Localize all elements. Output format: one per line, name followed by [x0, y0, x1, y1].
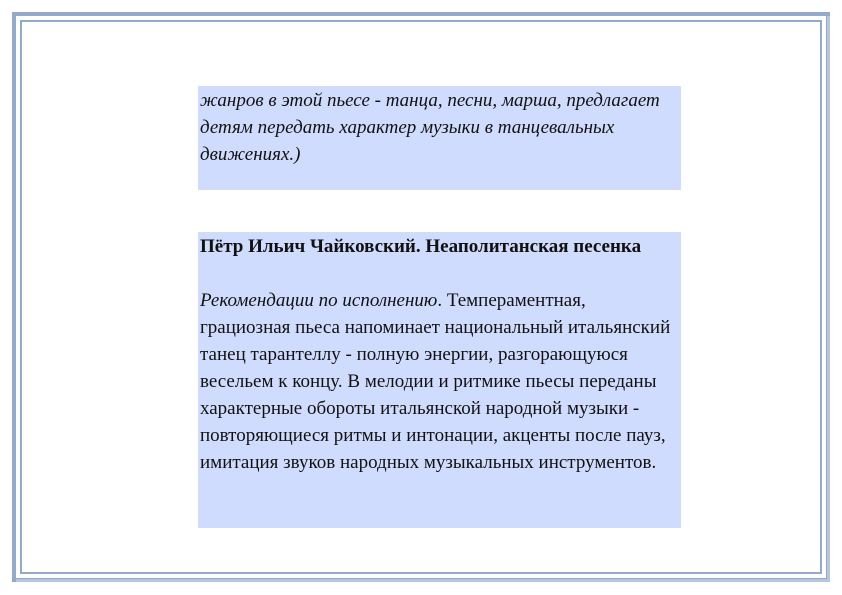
paragraph-gap: [200, 260, 679, 287]
recommendation-label: Рекомендации по исполнению: [200, 290, 438, 311]
recommendation-text: . Темпераментная, грациозная пьеса напоминает национальный итальянский танец тарантеллу - полную энергии, разгорающуюся весельем к концу. В мелодии и ритмике пьесы переданы характерные обороты итальянской народной музыки - повторяющиеся ритмы и интонации, акценты после пауз, имитация звуков народных музыкальных инструментов.: [200, 290, 671, 473]
recommendation-paragraph: [200, 287, 679, 476]
top-text-block: [198, 86, 681, 190]
top-text: жанров в этой пьесе - танца, песни, марша, предлагает детям передать характер музыки в танцевальных движениях.): [200, 90, 660, 165]
piece-heading: Пётр Ильич Чайковский. Неаполитанская песенка: [200, 236, 642, 257]
bottom-text-block: [198, 232, 681, 528]
